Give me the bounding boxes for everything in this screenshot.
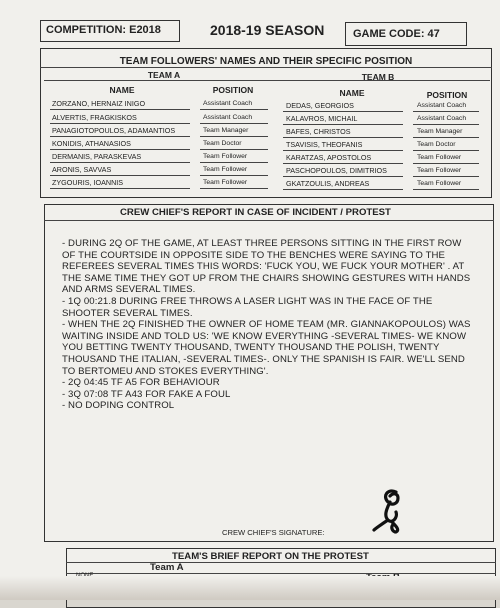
team-b-position: Team Manager [417, 128, 463, 135]
row-rule [200, 136, 268, 137]
row-rule [413, 189, 479, 190]
team-a-name: PANAGIOTOPOULOS, ADAMANTIOS [52, 126, 176, 135]
signature-label: CREW CHIEF'S SIGNATURE: [222, 528, 325, 537]
protest-col-divider [66, 573, 496, 574]
row-rule [283, 163, 403, 164]
row-rule [50, 175, 190, 176]
team-a-position: Team Follower [203, 153, 248, 160]
report-title: CREW CHIEF'S REPORT IN CASE OF INCIDENT / PROTEST [120, 207, 391, 218]
team-a-name: ARONIS, SAVVAS [52, 165, 112, 174]
team-a-name: KONIDIS, ATHANASIOS [52, 139, 131, 148]
competition-label: COMPETITION: E2018 [46, 24, 161, 36]
row-rule [413, 176, 479, 177]
team-b-position: Assistant Coach [417, 102, 467, 109]
followers-title: TEAM FOLLOWERS' NAMES AND THEIR SPECIFIC POSITION [119, 56, 413, 67]
row-rule [200, 109, 268, 110]
team-a-position: Assistant Coach [203, 100, 253, 107]
team-b-name: PASCHOPOULOS, DIMITRIOS [286, 166, 387, 175]
team-b-position: Assistant Coach [417, 115, 467, 122]
page-shadow [0, 576, 500, 600]
protest-team-a-label: Team A [150, 562, 184, 573]
team-a-position: Team Doctor [203, 140, 242, 147]
team-a-position: Team Follower [203, 166, 248, 173]
team-b-name: DEDAS, GEORGIOS [286, 101, 354, 110]
team-b-label: TEAM B [361, 72, 395, 82]
followers-divider [40, 67, 492, 68]
team-a-name: ZYGOURIS, IOANNIS [52, 178, 124, 187]
row-rule [413, 111, 479, 112]
team-b-name: BAFES, CHRISTOS [286, 127, 351, 136]
team-b-name: TSAVISIS, THEOFANIS [286, 140, 363, 149]
row-rule [413, 150, 479, 151]
row-rule [200, 175, 268, 176]
row-rule [200, 123, 268, 124]
row-rule [283, 124, 403, 125]
row-rule [200, 149, 268, 150]
row-rule [413, 163, 479, 164]
row-rule [50, 188, 190, 189]
row-rule [413, 124, 479, 125]
team-a-name: DERMANIS, PARASKEVAS [52, 152, 142, 161]
team-a-name: ZORZANO, HERNAIZ INIGO [52, 99, 146, 108]
team-a-label: TEAM A [147, 70, 181, 80]
team-b-name: KARATZAS, APOSTOLOS [286, 153, 372, 162]
protest-title: TEAM'S BRIEF REPORT ON THE PROTEST [172, 551, 369, 562]
row-rule [200, 188, 268, 189]
row-rule [283, 111, 403, 112]
team-b-position: Team Follower [417, 154, 462, 161]
team-b-name: KALAVROS, MICHAIL [286, 114, 358, 123]
team-a-position-header: POSITION [212, 85, 254, 95]
team-b-position-header: POSITION [426, 90, 468, 100]
season-title: 2018-19 SEASON [210, 22, 325, 38]
row-rule [200, 162, 268, 163]
row-rule [283, 150, 403, 151]
team-a-name: ALVERTIS, FRAGKISKOS [52, 113, 137, 122]
row-rule [50, 136, 190, 137]
report-title-divider [44, 220, 494, 221]
row-rule [283, 189, 403, 190]
report-body: - DURING 2Q OF THE GAME, AT LEAST THREE PERSONS SITTING IN THE FIRST ROW OF THE COURTSIDE IN OPPOSITE SIDE TO THE BENCHES WERE SAYING TO THE REFEREES SEVERAL TIMES THIS WORDS: 'FUCK YOU, WE FUCK YOUR MOTHER' . AT THE SAME TIME THEY GOT UP FROM THE CHAIRS SHOWING GESTURES WITH HANDS AND ARMS SEVERAL TIMES. - 1Q 00:21.8 DURING FREE THROWS A LASER LIGHT WAS IN THE FACE OF THE SHOOTER SEVERAL TIMES. - WHEN THE 2Q FINISHED THE OWNER OF HOME TEAM (MR. GIANNAKOPOULOS) WAS WAITING INSIDE AND TOLD US: 'WE KNOW EVERYTHING -SEVERAL TIMES- WE KNOW YOU BETTING TWENTY THOUSAND, TWENTY THOUSAND THE POLISH, TWENTY THOUSAND THE ITALIAN, -SEVERAL TIMES-. ONLY THE SPANISH IS FAIR. WE'LL SEND TO BERTOMEU AND STOKES EVERYTHING'. - 2Q 04:45 TF A5 FOR BEHAVIOUR - 3Q 07:08 TF A43 FOR FAKE A FOUL - NO DOPING CONTROL [62, 238, 471, 412]
row-rule [283, 137, 403, 138]
row-rule [50, 162, 190, 163]
team-a-name-header: NAME [109, 85, 135, 95]
protest-title-divider [66, 562, 496, 563]
team-b-name-header: NAME [339, 88, 365, 98]
team-a-position: Team Follower [203, 179, 248, 186]
row-rule [50, 109, 190, 110]
row-rule [50, 123, 190, 124]
row-rule [283, 176, 403, 177]
row-rule [413, 137, 479, 138]
signature-mark [366, 486, 416, 534]
team-b-name: GKATZOULIS, ANDREAS [286, 179, 370, 188]
row-rule [50, 149, 190, 150]
team-b-position: Team Doctor [417, 141, 456, 148]
game-code-label: GAME CODE: 47 [353, 28, 440, 40]
team-a-position: Assistant Coach [203, 114, 253, 121]
team-b-position: Team Follower [417, 167, 462, 174]
team-a-position: Team Manager [203, 127, 249, 134]
team-b-position: Team Follower [417, 180, 462, 187]
